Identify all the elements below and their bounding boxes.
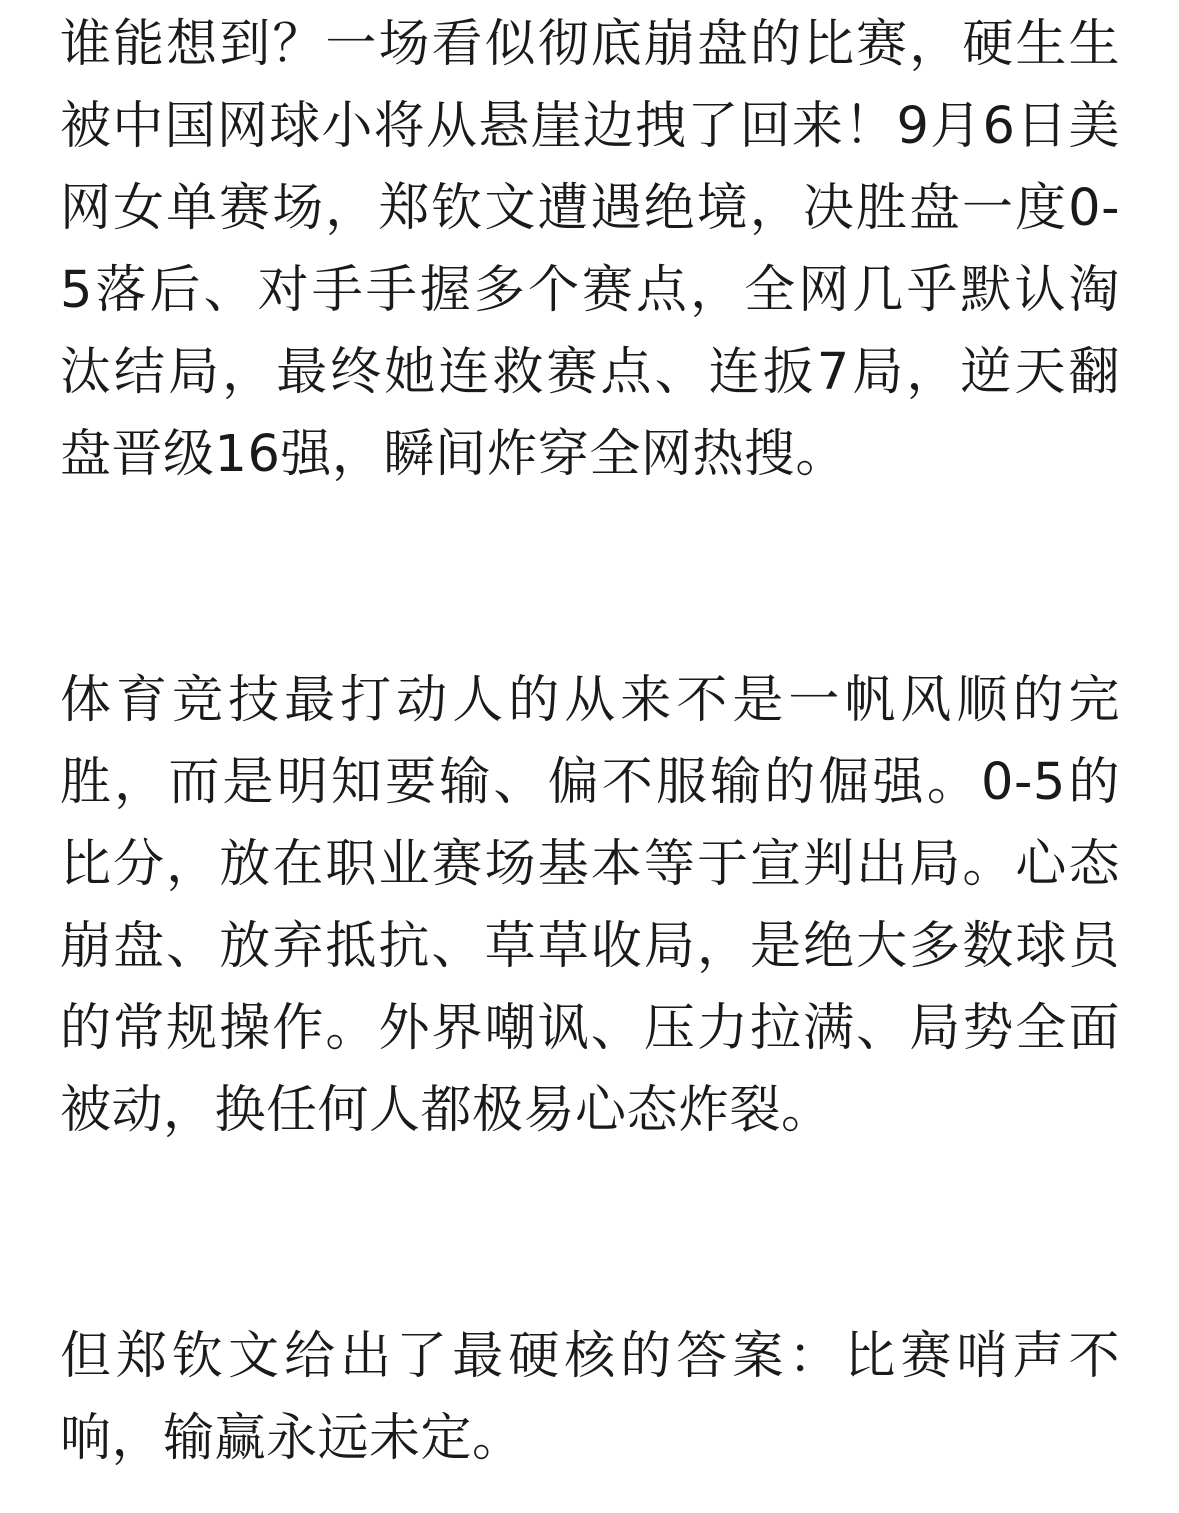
article-paragraph-1: 谁能想到？一场看似彻底崩盘的比赛，硬生生被中国网球小将从悬崖边拽了回来！9月6日美网女单赛场，郑钦文遭遇绝境，决胜盘一度0-5落后、对手手握多个赛点，全网几乎默认淘汰结局，最终她连救赛点、连扳7局，逆天翻盘晋级16强，瞬间炸穿全网热搜。 (60, 15, 1120, 484)
paragraph-spacer (60, 1152, 1120, 1316)
article-paragraph-2: 体育竞技最打动人的从来不是一帆风顺的完胜，而是明知要输、偏不服输的倔强。0-5的比分，放在职业赛场基本等于宣判出局。心态崩盘、放弃抵抗、草草收局，是绝大多数球员的常规操作。外界嘲讽、压力拉满、局势全面被动，换任何人都极易心态炸裂。 (60, 671, 1120, 1140)
article-body (60, 0, 1120, 1480)
paragraph-spacer (60, 496, 1120, 660)
article-paragraph-3: 但郑钦文给出了最硬核的答案：比赛哨声不响，输赢永远未定。 (60, 1327, 1120, 1468)
